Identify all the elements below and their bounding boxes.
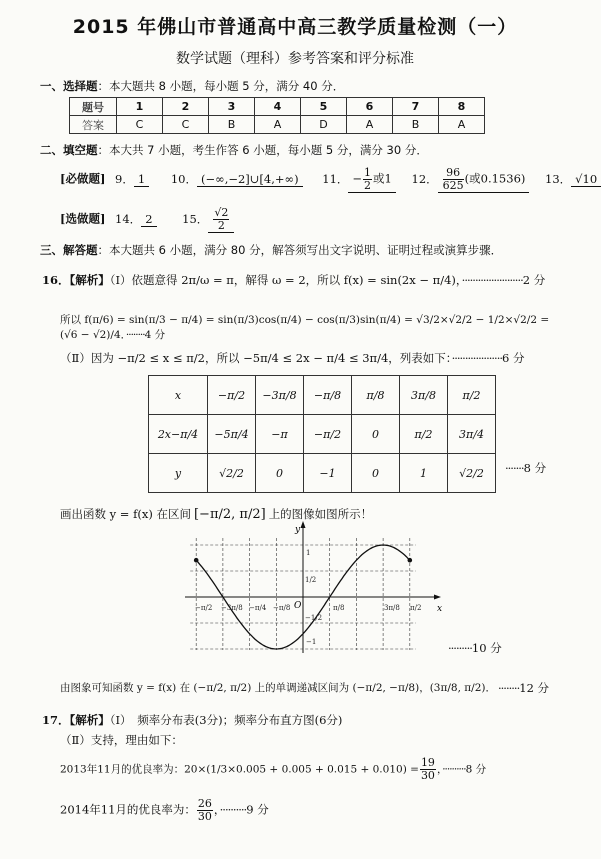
q16-draw-text-b: 上的图像如图所示！ xyxy=(268,507,373,521)
answer-cell: B xyxy=(393,116,439,134)
question-number: 7 xyxy=(393,98,439,116)
q11-den: 2 xyxy=(364,179,372,192)
value-table-cell: −π/2 xyxy=(208,376,256,415)
value-table-cell: −π xyxy=(256,415,304,454)
q17-line-4: 2014年11月的优良率为： $\frac{26}{30}$ ，··········9 分 xyxy=(60,797,269,823)
fill-in-required-row xyxy=(60,167,601,193)
section-2-heading xyxy=(40,142,428,158)
y-tick-label: 1/2 xyxy=(305,576,317,584)
value-table-cell: 0 xyxy=(352,415,400,454)
value-table-cell: 2x−π/4 xyxy=(149,415,208,454)
y-axis-label: y xyxy=(295,525,301,535)
q16-step-2: 所以 f(π/6) = sin(π/3 − π/4) = sin(π/3)cos(π/4) − cos(π/3)sin(π/4) = √3/2×√2/2 − 1/2×√2/2 = (√6 − √2)/4． xyxy=(60,314,550,341)
q16-tag: 16．【解析】 xyxy=(42,273,110,287)
q11-number: 11． xyxy=(322,171,349,186)
q16-score-6: 12 分 xyxy=(519,681,550,695)
answer-table-number-row xyxy=(70,98,485,116)
section-1-label: 一、选择题 xyxy=(40,79,98,93)
required-tag: [必做题] xyxy=(60,171,106,186)
section-1-desc: ：本大题共 8 小题，每小题 5 分，满分 40 分． xyxy=(97,79,345,93)
value-table-cell: 0 xyxy=(256,454,304,493)
q17-tag: 17．【解析】 xyxy=(42,713,110,727)
page-title: 2015 年佛山市普通高中高三教学质量检测（一） xyxy=(72,16,518,38)
section-2-label: 二、填空题 xyxy=(40,143,98,157)
q17-line-1 xyxy=(42,712,342,728)
q15-answer-fraction xyxy=(213,207,229,232)
y-tick-label: 1 xyxy=(306,549,311,557)
q17-line-3: 2013年11月的优良率为：20×(1/3×0.005 + 0.005 + 0.015 + 0.010) = $\frac{19}{30}$ ，··········8 分 xyxy=(60,756,487,782)
value-table-cell: x xyxy=(149,376,208,415)
q16-score-1: 2 分 xyxy=(522,273,546,287)
q16-line-3 xyxy=(60,350,525,366)
q11-num: 1 xyxy=(364,166,372,179)
value-table-cell: −1 xyxy=(304,454,352,493)
q16-score-5: 10 分 xyxy=(471,641,502,655)
q17-rate-2014-num: 26 xyxy=(197,797,212,810)
q16-draw-interval: [−π/2, π/2] xyxy=(193,507,266,522)
answer-table-answer-row xyxy=(70,116,485,134)
answer-cell: A xyxy=(347,116,393,134)
y-tick-label: −1 xyxy=(306,638,317,646)
q17-step-2: （Ⅱ）支持，理由如下： xyxy=(60,733,183,747)
q15-num: √2 xyxy=(214,206,229,219)
question-number: 1 xyxy=(117,98,163,116)
score-leader: ·········· xyxy=(219,802,247,817)
q12-answer-fraction xyxy=(443,167,464,192)
answer-cell: D xyxy=(301,116,347,134)
q16-score-4: 8 分 xyxy=(523,461,547,475)
section-3-heading xyxy=(40,242,502,258)
value-table xyxy=(148,375,496,493)
answer-table-header: 答案 xyxy=(70,116,117,134)
answer-table xyxy=(69,97,485,134)
q17-line-2 xyxy=(60,732,183,748)
value-table-cell: π/2 xyxy=(400,415,448,454)
q14-answer: 2 xyxy=(141,212,156,227)
q16-score-6-row xyxy=(498,680,549,696)
q17-step-1: （Ⅰ） 频率分布表(3分)；频率分布直方图(6分) xyxy=(109,713,343,727)
q17-step-4: 2014年11月的优良率为： xyxy=(60,802,196,817)
value-table-row xyxy=(149,415,496,454)
function-graph xyxy=(185,520,445,655)
value-table-cell: y xyxy=(149,454,208,493)
value-table-cell: 3π/8 xyxy=(400,376,448,415)
q17-step-3: 2013年11月的优良率为：20×(1/3×0.005 + 0.005 + 0.015 + 0.010) = xyxy=(60,763,419,776)
score-leader: ······· xyxy=(505,461,524,475)
value-table-cell: √2/2 xyxy=(208,454,256,493)
optional-tag: [选做题] xyxy=(60,211,106,226)
value-table-cell: √2/2 xyxy=(448,454,496,493)
q17-rate-2014-den: 30 xyxy=(197,810,212,823)
page-subtitle: 数学试题（理科）参考答案和评分标准 xyxy=(176,51,414,67)
score-leader: ········ xyxy=(498,681,520,695)
q17-rate-2013-num: 19 xyxy=(420,756,435,769)
curve-endpoint xyxy=(408,558,413,563)
value-table-cell: π/2 xyxy=(448,376,496,415)
y-tick-label: −1/2 xyxy=(305,614,323,622)
x-tick-label: −3π/8 xyxy=(221,604,243,612)
question-number: 4 xyxy=(255,98,301,116)
score-leader: ·········· xyxy=(442,763,466,776)
q16-score-5-row xyxy=(448,640,502,656)
q15-answer xyxy=(208,207,234,233)
q11-answer-sign: − xyxy=(352,171,363,186)
answer-table-header: 题号 xyxy=(70,98,117,116)
q17-score-2: 9 分 xyxy=(246,802,269,817)
section-2-desc: ：本大共 7 小题，考生作答 6 小题，每小题 5 分，满分 30 分． xyxy=(97,143,428,157)
section-3-desc: ：本大题共 6 小题，满分 80 分，解答须写出文字说明、证明过程或演算步骤． xyxy=(97,243,503,257)
question-number: 3 xyxy=(209,98,255,116)
q11-answer-fraction xyxy=(363,167,372,192)
value-table-cell: 0 xyxy=(352,454,400,493)
score-leader: ······················· xyxy=(461,273,523,287)
question-number: 6 xyxy=(347,98,393,116)
q16-score-4-row xyxy=(505,460,546,476)
q17-score-1: 8 分 xyxy=(465,763,487,776)
origin-label: O xyxy=(294,601,302,611)
value-table-cell: π/8 xyxy=(352,376,400,415)
q16-line-1 xyxy=(42,272,545,288)
q13-answer: √10 xyxy=(571,172,601,187)
question-number: 5 xyxy=(301,98,347,116)
q17-rate-2013 xyxy=(420,757,436,782)
section-3-label: 三、解答题 xyxy=(40,243,98,257)
answer-cell: B xyxy=(209,116,255,134)
q16-score-3: 6 分 xyxy=(502,351,525,365)
q16-conclusion-row xyxy=(60,680,520,695)
x-tick-label: 3π/8 xyxy=(384,604,400,612)
value-table-cell: −3π/8 xyxy=(256,376,304,415)
value-table-cell: 3π/4 xyxy=(448,415,496,454)
q10-answer: (−∞,−2]∪[4,+∞) xyxy=(197,172,303,187)
x-tick-label: −π/2 xyxy=(195,604,213,612)
x-tick-label: π/8 xyxy=(333,604,345,612)
value-table-row xyxy=(149,376,496,415)
curve-endpoint xyxy=(194,558,199,563)
question-number: 8 xyxy=(439,98,485,116)
q9-answer: 1 xyxy=(134,172,149,187)
q15-number: 15． xyxy=(182,211,209,226)
question-number: 2 xyxy=(163,98,209,116)
answer-cell: A xyxy=(439,116,485,134)
x-axis-label: x xyxy=(437,604,443,614)
value-table-cell: −π/2 xyxy=(304,415,352,454)
score-leader: ········· xyxy=(448,641,472,655)
value-table-cell: 1 xyxy=(400,454,448,493)
value-table-cell: −π/8 xyxy=(304,376,352,415)
q12-answer xyxy=(438,167,530,193)
q16-step-3: （Ⅱ）因为 −π/2 ≤ x ≤ π/2，所以 −5π/4 ≤ 2x − π/4 ≤ 3π/4，列表如下： xyxy=(60,351,452,365)
q14-number: 14． xyxy=(115,211,142,226)
fill-in-optional-row xyxy=(60,207,234,233)
q17-rate-2014 xyxy=(197,798,213,823)
score-leader: ········ xyxy=(125,329,145,341)
q17-rate-2013-den: 30 xyxy=(420,769,435,782)
x-axis-arrow-icon xyxy=(434,595,441,600)
answer-cell: C xyxy=(117,116,163,134)
q13-number: 13． xyxy=(545,171,572,186)
x-tick-label: −π/4 xyxy=(249,604,267,612)
q16-draw-text-a: 画出函数 y = f(x) 在区间 xyxy=(60,507,191,521)
answer-cell: A xyxy=(255,116,301,134)
score-leader: ··················· xyxy=(451,351,503,365)
q12-number: 12． xyxy=(411,171,438,186)
q10-number: 10． xyxy=(170,171,197,186)
value-table-row xyxy=(149,454,496,493)
q16-step-1: （Ⅰ）依题意得 2π/ω = π，解得 ω = 2，所以 f(x) = sin(2x − π/4)， xyxy=(109,273,462,287)
q11-answer-alt: 或1 xyxy=(373,171,392,186)
x-tick-label: π/2 xyxy=(410,604,422,612)
q16-score-2: 4 分 xyxy=(144,329,166,341)
q12-num: 96 xyxy=(443,167,464,180)
q12-answer-alt: (或0.1536) xyxy=(464,171,526,186)
q16-line-2 xyxy=(60,312,550,342)
x-tick-label: −π/8 xyxy=(273,604,291,612)
q15-den: 2 xyxy=(217,219,225,232)
value-table-cell: −5π/4 xyxy=(208,415,256,454)
section-1-heading xyxy=(40,78,344,94)
q9-number: 9． xyxy=(115,171,134,186)
q12-den: 625 xyxy=(442,179,464,192)
y-axis-arrow-icon xyxy=(301,521,306,528)
q16-conclusion: 由图象可知函数 y = f(x) 在 (−π/2, π/2) 上的单调递减区间为 (−π/2, −π/8)，(3π/8, π/2)． xyxy=(60,682,496,694)
answer-cell: C xyxy=(163,116,209,134)
q11-answer xyxy=(348,167,395,193)
